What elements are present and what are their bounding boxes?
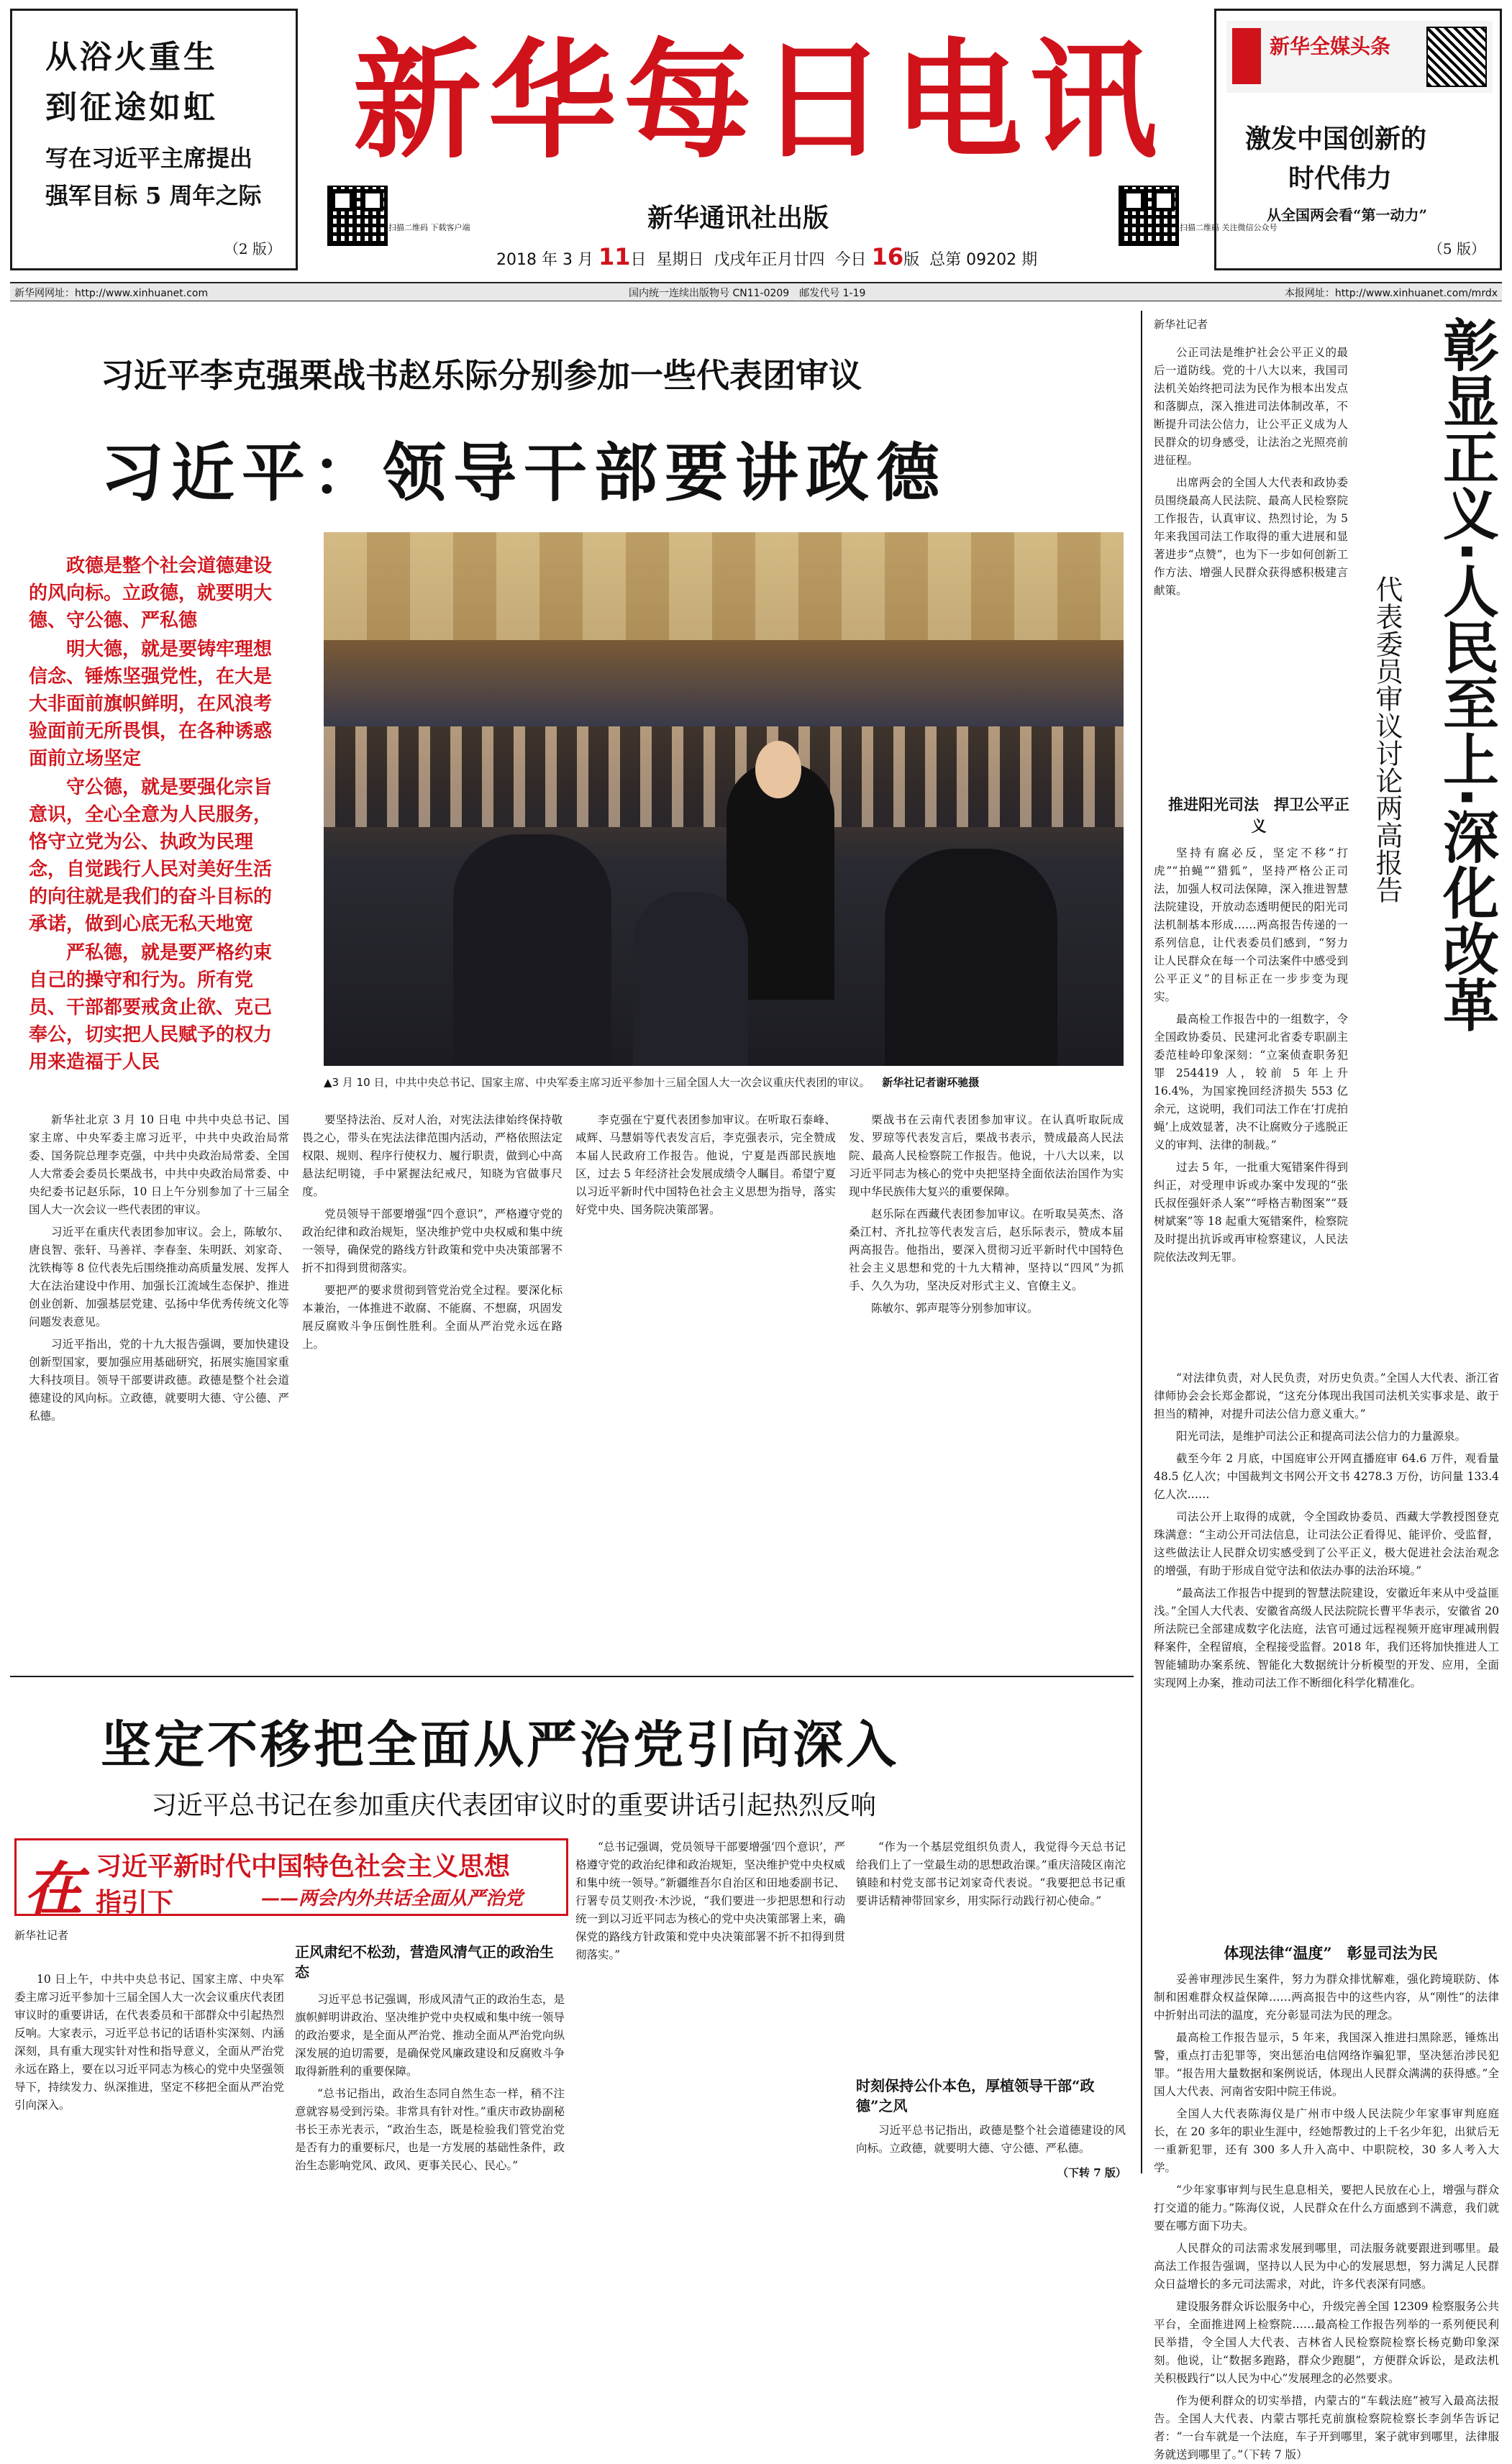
photo-person-right — [885, 849, 1057, 1066]
publisher-line: 新华通讯社出版 — [647, 203, 829, 233]
right-teaser-line3: 从全国两会看“第一动力” — [1267, 206, 1428, 224]
right-body-p2: 最高检工作报告中的一组数字，令全国政协委员、民建河北省委专职副主委范桂岭印象深刻：“立案侦查职务犯罪 254419 人，较前 5 年上升 16.4%，为国家挽回经济损失 553 亿余元，这说明，我们司法工作在‘打虎拍蝇’上成效显著，决不让腐败分子逃脱正义的审判、法律的制裁。” — [1154, 1013, 1348, 1151]
lead-body-col3 — [575, 1111, 836, 1665]
lead-body-p4: 要坚持法治、反对人治，对宪法法律始终保持敬畏之心，带头在宪法法律范围内活动，严格依照法定权限、规则、程序行使权力、履行职责，做到心中高悬法纪明镜，手中紧握法纪戒尺，知晓为官做事尺度。 — [302, 1113, 563, 1198]
second-col2 — [295, 1991, 565, 2179]
banner-line2: 指引下 — [96, 1888, 174, 1917]
right-col-sec1: 推进阳光司法 捍卫公平正义 — [1168, 795, 1349, 835]
lead-pullquote — [29, 552, 289, 1080]
second-col2-p2: “总书记指出，政治生态同自然生态一样，稍不注意就容易受到污染。非常具有针对性。”重庆市政协副秘书长王赤光表示，“政治生态，既是检验我们管党治党是否有力的重要标尺，也是一方发展的基础性条件，政治生态影响党风、政风、更事关民心、民心。” — [295, 2087, 565, 2172]
right-col-body-a — [1154, 844, 1348, 1362]
lead-body-p10: 陈敏尔、郭声琨等分别参加审议。 — [871, 1302, 1039, 1315]
right-col-intro — [1154, 344, 1348, 790]
right-teaser-page: （5 版） — [1428, 240, 1485, 257]
second-subhead: 习近平总书记在参加重庆代表团审议时的重要讲话引起热烈反响 — [151, 1791, 877, 1820]
right-teaser-box[interactable] — [1214, 9, 1502, 270]
right-body-p15: 作为便利群众的切实举措，内蒙古的“车载法庭”被写入最高法报告。全国人大代表、内蒙古鄂托克前旗检察院检察长李剑华告诉记者：“一台车就是一个法庭，车子开到哪里，案子就审到哪里，法律服务就送到哪里了。”（下转 7 版） — [1154, 2394, 1499, 2461]
photo-caption-text: ▲3 月 10 日，中共中央总书记、国家主席、中央军委主席习近平参加十三届全国人大一次会议重庆代表团的审议。 — [324, 1076, 870, 1089]
second-col2-p1: 习近平总书记强调，形成风清气正的政治生态，是旗帜鲜明讲政治、坚决维护党中央权威和集中统一领导的政治要求，是全面从严治党、推动全面从严治党向纵深发展的迫切需要，是确保党风廉政建设和反腐败斗争取得新胜利的重要保障。 — [295, 1993, 565, 2078]
masthead-title: 新华每日电讯 — [353, 25, 1165, 175]
info-bar-left[interactable]: 新华网网址：http://www.xinhuanet.com — [14, 288, 209, 299]
right-teaser-line2: 时代伟力 — [1288, 163, 1393, 193]
date-pages-suffix: 版 — [903, 251, 920, 269]
lead-photo — [324, 532, 1124, 1066]
lead-body-p9: 赵乐际在西藏代表团参加审议。在听取吴英杰、洛桑江村、齐扎拉等代表发言后，赵乐际表示，赞成本届两高报告。他指出，要深入贯彻习近平新时代中国特色社会主义思想和党的十九大精神，坚持以“四风”为抓手、久久为功，坚决反对形式主义、官僚主义。 — [849, 1208, 1124, 1292]
lead-photo-caption — [324, 1074, 1124, 1090]
photo-ceiling — [324, 532, 1124, 640]
date-line — [496, 243, 1037, 270]
right-col-byline: 新华社记者 — [1154, 318, 1208, 331]
banner-line3: ——两会内外共话全面从严治党 — [261, 1888, 524, 1909]
lead-body-p1: 新华社北京 3 月 10 日电 中共中央总书记、国家主席、中央军委主席习近平，中共中央政治局常委、国务院总理李克强，中共中央政治局常委、全国人大常委会委员长栗战书，中共中央政治局常委、中央纪委书记赵乐际，10 日上午分别参加了十三届全国人大一次会议一些代表团的审议。 — [29, 1113, 289, 1216]
second-continue[interactable]: （下转 7 版） — [1057, 2166, 1126, 2179]
qr-right-caption: 扫描二维码 关注微信公众号 — [1180, 223, 1278, 232]
date-issue: 总第 09202 期 — [929, 251, 1038, 269]
date-pages-prefix: 今日 — [834, 251, 867, 269]
right-col-headline: 彰显正义·人民至上·深化改革 — [1434, 316, 1498, 1033]
right-col-body-b — [1154, 1369, 1499, 1923]
left-teaser-line1: 从浴火重生 — [45, 39, 218, 76]
right-body-p5: 阳光司法，是维护司法公正和提高司法公信力的力量源泉。 — [1176, 1430, 1467, 1443]
second-col3 — [575, 1838, 845, 2076]
right-body-p10: 最高检工作报告显示，5 年来，我国深入推进扫黑除恶，锤炼出警，重点打击犯罪等，突出惩治电信网络诈骗犯罪，坚决惩治涉民犯罪。“报告用大量数据和案例说话，体现出人民群众满满的获得感。”全国人大代表、河南省安阳中院王伟说。 — [1154, 2031, 1499, 2098]
lead-kicker: 习近平李克强栗战书赵乐际分别参加一些代表团审议 — [101, 356, 862, 395]
second-col1 — [14, 1971, 284, 2179]
date-weekday: 星期日 — [656, 251, 704, 269]
right-intro-p1: 公正司法是维护社会公平正义的最后一道防线。党的十八大以来，我国司法机关始终把司法为民作为根本出发点和落脚点，深入推进司法体制改革，不断提升司法公信力，让公平正义成为人民群众的切身感受，让法治之光照亮前进征程。 — [1154, 346, 1348, 467]
lead-body-col2 — [302, 1111, 563, 1665]
lead-body-p5: 党员领导干部要增强“四个意识”，严格遵守党的政治纪律和政治规矩，坚决维护党中央权威和集中统一领导，确保党的路线方针政策和党中央决策部署不折不扣得到贯彻落实。 — [302, 1208, 563, 1274]
lead-body-p7: 李克强在宁夏代表团参加审议。在听取石泰峰、咸辉、马慧娟等代表发言后，李克强表示，完全赞成本届人民政府工作报告。他说，宁夏是西部民族地区，过去 5 年经济社会发展成绩令人瞩目。希望宁夏以习近平新时代中国特色社会主义思想为指导，落实好党中央、国务院决策部署。 — [575, 1113, 836, 1216]
second-col4-tail-p1: 习近平总书记指出，政德是整个社会道德建设的风向标。立政德，就要明大德、守公德、严私德。 — [856, 2124, 1126, 2155]
right-body-p13: 人民群众的司法需求发展到哪里，司法服务就要跟进到哪里。最高法工作报告强调，坚持以人民为中心的发展思想，努力满足人民群众日益增长的多元司法需求，对此，许多代表深有同感。 — [1154, 2242, 1499, 2291]
right-body-p1: 坚持有腐必反，坚定不移“打虎”“拍蝇”“猎狐”，坚持严格公正司法，加强人权司法保障，深入推进智慧法院建设，开放动态透明便民的阳光司法机制基本形成……两高报告传递的一系列信息，让代表委员们感到，“努力让人民群众在每一个司法案件中感受到公平正义”的目标正在一步步变为现实。 — [1154, 847, 1348, 1003]
second-col2-title: 正风肃纪不松劲，营造风清气正的政治生态 — [295, 1943, 554, 1981]
right-col-subhead: 代表委员审议讨论两高报告 — [1371, 575, 1403, 903]
right-body-p12: “少年家事审判与民生息息相关，要把人民放在心上，增强与群众打交道的能力。”陈海仪说，人民群众在什么方面感到不满意，我们就要在哪方面下功夫。 — [1154, 2184, 1499, 2232]
date-day-suffix: 日 — [630, 251, 647, 269]
second-col4-p1: “作为一个基层党组织负责人，我觉得今天总书记给我们上了一堂最生动的思想政治课。”重庆涪陵区南沱镇睦和村党支部书记刘家奇代表说。“我要把总书记重要讲话精神带回家乡，用实际行动践行初心使命。” — [856, 1840, 1126, 1907]
left-teaser-box[interactable] — [10, 9, 298, 270]
right-body-p9: 妥善审理涉民生案件，努力为群众排忧解难，强化跨境联防、体制和困难群众权益保障……两高报告中的这些内容，从“刚性”的法律中折射出司法的温度，充分彰显司法为民的理念。 — [1154, 1973, 1499, 2022]
lead-body-p2: 习近平在重庆代表团参加审议。会上，陈敏尔、唐良智、张轩、马善祥、李春奎、朱明跃、刘家奇、沈铁梅等 8 位代表先后围绕推动高质量发展、发挥人大在法治建设中作用、加强长江流域生态保护、推进创业创新、加强基层党建、弘扬中华优秀传统文化等问题发表意见。 — [29, 1226, 289, 1328]
right-teaser-line1: 激发中国创新的 — [1245, 124, 1427, 154]
photo-credit: 新华社记者谢环驰摄 — [882, 1076, 980, 1089]
lead-body-col4 — [849, 1111, 1124, 1665]
left-teaser-line3: 写在习近平主席提出 — [45, 145, 253, 172]
photo-crowd — [324, 726, 1124, 827]
right-teaser-badge: 新华全媒头条 — [1270, 35, 1391, 58]
info-bar-right[interactable]: 本报网址：http://www.xinhuanet.com/mrdx — [1284, 288, 1498, 299]
info-bar — [10, 282, 1502, 301]
left-teaser-page: （2 版） — [224, 240, 281, 257]
right-body-p7: 司法公开上取得的成就，令全国政协委员、西藏大学教授图登克珠满意：“主动公开司法信息，让司法公正看得见、能评价、受监督，这些做法让人民群众切实感受到了公平正义，极大促进社会法治观念的增强，有助于形成自觉守法和依法办事的法治环境。” — [1154, 1510, 1499, 1577]
pullquote-3: 守公德，就是要强化宗旨意识，全心全意为人民服务，恪守立党为公、执政为民理念，自觉践行人民对美好生活的向往就是我们的奋斗目标的承诺，做到心底无私天地宽 — [29, 777, 273, 935]
right-body-p14: 建设服务群众诉讼服务中心，升级完善全国 12309 检察服务公共平台，全面推进网上检察院……最高检工作报告列举的一系列便民利民举措，令全国人大代表、吉林省人民检察院检察长杨克勤印象深刻。他说，让“数据多跑路，群众少跑腿”，方便群众诉讼，是政法机关积极践行“以人民为中心”发展理念的必然要求。 — [1154, 2300, 1499, 2385]
pullquote-4: 严私德，就是要严格约束自己的操守和行为。所有党员、干部都要戒贪止欲、克己奉公，切实把人民赋予的权力用来造福于人民 — [29, 942, 273, 1073]
left-teaser-line4: 强军目标 5 周年之际 — [45, 182, 262, 209]
qr-left-caption: 扫描二维码 下载客户端 — [388, 223, 470, 232]
qr-code-left[interactable] — [327, 186, 388, 246]
lead-body-p8: 栗战书在云南代表团参加审议。在认真听取阮成发、罗琼等代表发言后，栗战书表示，赞成最高人民法院、最高人民检察院工作报告。他说，十八大以来，以习近平同志为核心的党中央把坚持全面依法治国作为实现中华民族伟大复兴的重要保障。 — [849, 1113, 1124, 1198]
date-lunar: 戊戌年正月廿四 — [714, 251, 825, 269]
second-col4-tail — [856, 2122, 1126, 2165]
second-byline: 新华社记者 — [14, 1929, 69, 1942]
lead-body-col1 — [29, 1111, 289, 1665]
lead-body-p3: 习近平指出，党的十九大报告强调，要加快建设创新型国家，要加强应用基础研究，拓展实施国家重大科技项目。领导干部要讲政德。政德是整个社会道德建设的风向标。立政德，就要明大德、守公德、严私德。 — [29, 1338, 289, 1423]
right-body-p4: “对法律负责，对人民负责，对历史负责。”全国人大代表、浙江省律师协会会长郑金都说，“这充分体现出我国司法机关实事求是、敢于担当的精神，对提升司法公信力意义重大。” — [1154, 1372, 1499, 1420]
date-pages: 16 — [871, 243, 904, 270]
right-col-sec2: 体现法律“温度” 彰显司法为民 — [1224, 1944, 1438, 1962]
right-teaser-badge-area — [1226, 21, 1493, 93]
second-col3-title: 时刻保持公仆本色，厚植领导干部“政德”之风 — [856, 2077, 1095, 2114]
badge-qr-icon — [1426, 27, 1487, 87]
second-banner — [14, 1838, 568, 1925]
banner-char: 在 — [24, 1856, 83, 1925]
lead-headline: 习近平：领导干部要讲政德 — [101, 436, 947, 510]
photo-face-center — [755, 741, 801, 798]
right-body-p11: 全国人大代表陈海仪是广州市中级人民法院少年家事审判庭庭长，在 20 多年的职业生涯中，经她帮教过的上千名少年犯，出狱后无一重新犯罪，还有 300 多人升入高中、中职院校，30 多人考入大学。 — [1154, 2107, 1499, 2174]
second-headline: 坚定不移把全面从严治党引向深入 — [101, 1715, 899, 1774]
right-column-rule — [1141, 311, 1142, 2173]
right-col-body-c — [1154, 1971, 1499, 2461]
banner-line1: 习近平新时代中国特色社会主义思想 — [96, 1852, 511, 1881]
right-body-p8: “最高法工作报告中提到的智慧法院建设，安徽近年来从中受益匪浅。”全国人大代表、安徽省高级人民法院院长曹平华表示，安徽省 20 所法院已全部建成数字化法庭，法官可通过远程视频开庭审理减刑假释案件，全程留痕，全程接受监督。2018 年，我们还将加快推进人工智能辅助办案系统、智能化大数据统计分析模型的开发、应用，全面实现网上办案，推动司法工作不断细化科学化精准化。 — [1154, 1587, 1499, 1689]
right-intro-p2: 出席两会的全国人大代表和政协委员围绕最高人民法院、最高人民检察院工作报告，认真审议、热烈讨论，为 5 年来我国司法工作取得的重大进展和显著进步“点赞”，也为下一步如何创新工作方法、增强人民群众获得感积极建言献策。 — [1154, 476, 1348, 597]
photo-person-front — [633, 892, 748, 1066]
pullquote-2: 明大德，就是要铸牢理想信念、锤炼坚强党性，在大是大非面前旗帜鲜明，在风浪考验面前无所畏惧，在各种诱惑面前立场坚定 — [29, 639, 273, 770]
date-year: 2018 年 3 月 — [496, 251, 593, 269]
media-badge-icon — [1232, 28, 1261, 84]
right-body-p3: 过去 5 年，一批重大冤错案件得到纠正，对受理申诉或办案中发现的“张氏叔侄强奸杀人案”“呼格吉勒图案”“聂树斌案”等 18 起重大冤错案件，检察院及时提出抗诉或再审检察建议，人民法院依法改判无罪。 — [1154, 1161, 1349, 1264]
lead-body-p6: 要把严的要求贯彻到管党治党全过程。要深化标本兼治，一体推进不敢腐、不能腐、不想腐，巩固发展反腐败斗争压倒性胜利。全面从严治党永远在路上。 — [302, 1284, 563, 1351]
second-col4 — [856, 1838, 1126, 2068]
photo-person-left — [453, 834, 611, 1066]
second-col3-p2: “总书记强调，党员领导干部要增强‘四个意识’，严格遵守党的政治纪律和政治规矩，坚决维护党中央权威和集中统一领导。”新疆维吾尔自治区和田地委副书记、行署专员艾则孜·木沙说，“我们要进一步把思想和行动统一到以习近平同志为核心的党中央决策部署上来，确保党的路线方针政策和党中央决策部署不折不扣得到贯彻落实。” — [575, 1840, 845, 1961]
date-day: 11 — [598, 243, 631, 270]
photo-back-wall — [324, 640, 1124, 726]
left-teaser-line2: 到征途如虹 — [45, 89, 218, 126]
pullquote-1: 政德是整个社会道德建设的风向标。立政德，就要明大德、守公德、严私德 — [29, 555, 273, 631]
right-body-p6: 截至今年 2 月底，中国庭审公开网直播庭审 64.6 万件，观看量 48.5 亿人次；中国裁判文书网公开文书 4278.3 万份，访问量 133.4 亿人次…… — [1154, 1452, 1499, 1501]
info-bar-center: 国内统一连续出版物号 CN11-0209 邮发代号 1-19 — [629, 288, 866, 299]
second-story-rule — [10, 1676, 1134, 1677]
second-col1-p1: 10 日上午，中共中央总书记、国家主席、中央军委主席习近平参加十三届全国人大一次会议重庆代表团审议时的重要讲话，在代表委员和干部群众中引起热烈反响。大家表示，习近平总书记的话语朴实深刻、内涵深刻，具有重大现实针对性和指导意义，全面从严治党永远在路上，要在以习近平同志为核心的党中央坚强领导下，持续发力、纵深推进，坚定不移把全面从严治党引向深入。 — [14, 1973, 284, 2112]
qr-code-right[interactable] — [1119, 186, 1179, 246]
